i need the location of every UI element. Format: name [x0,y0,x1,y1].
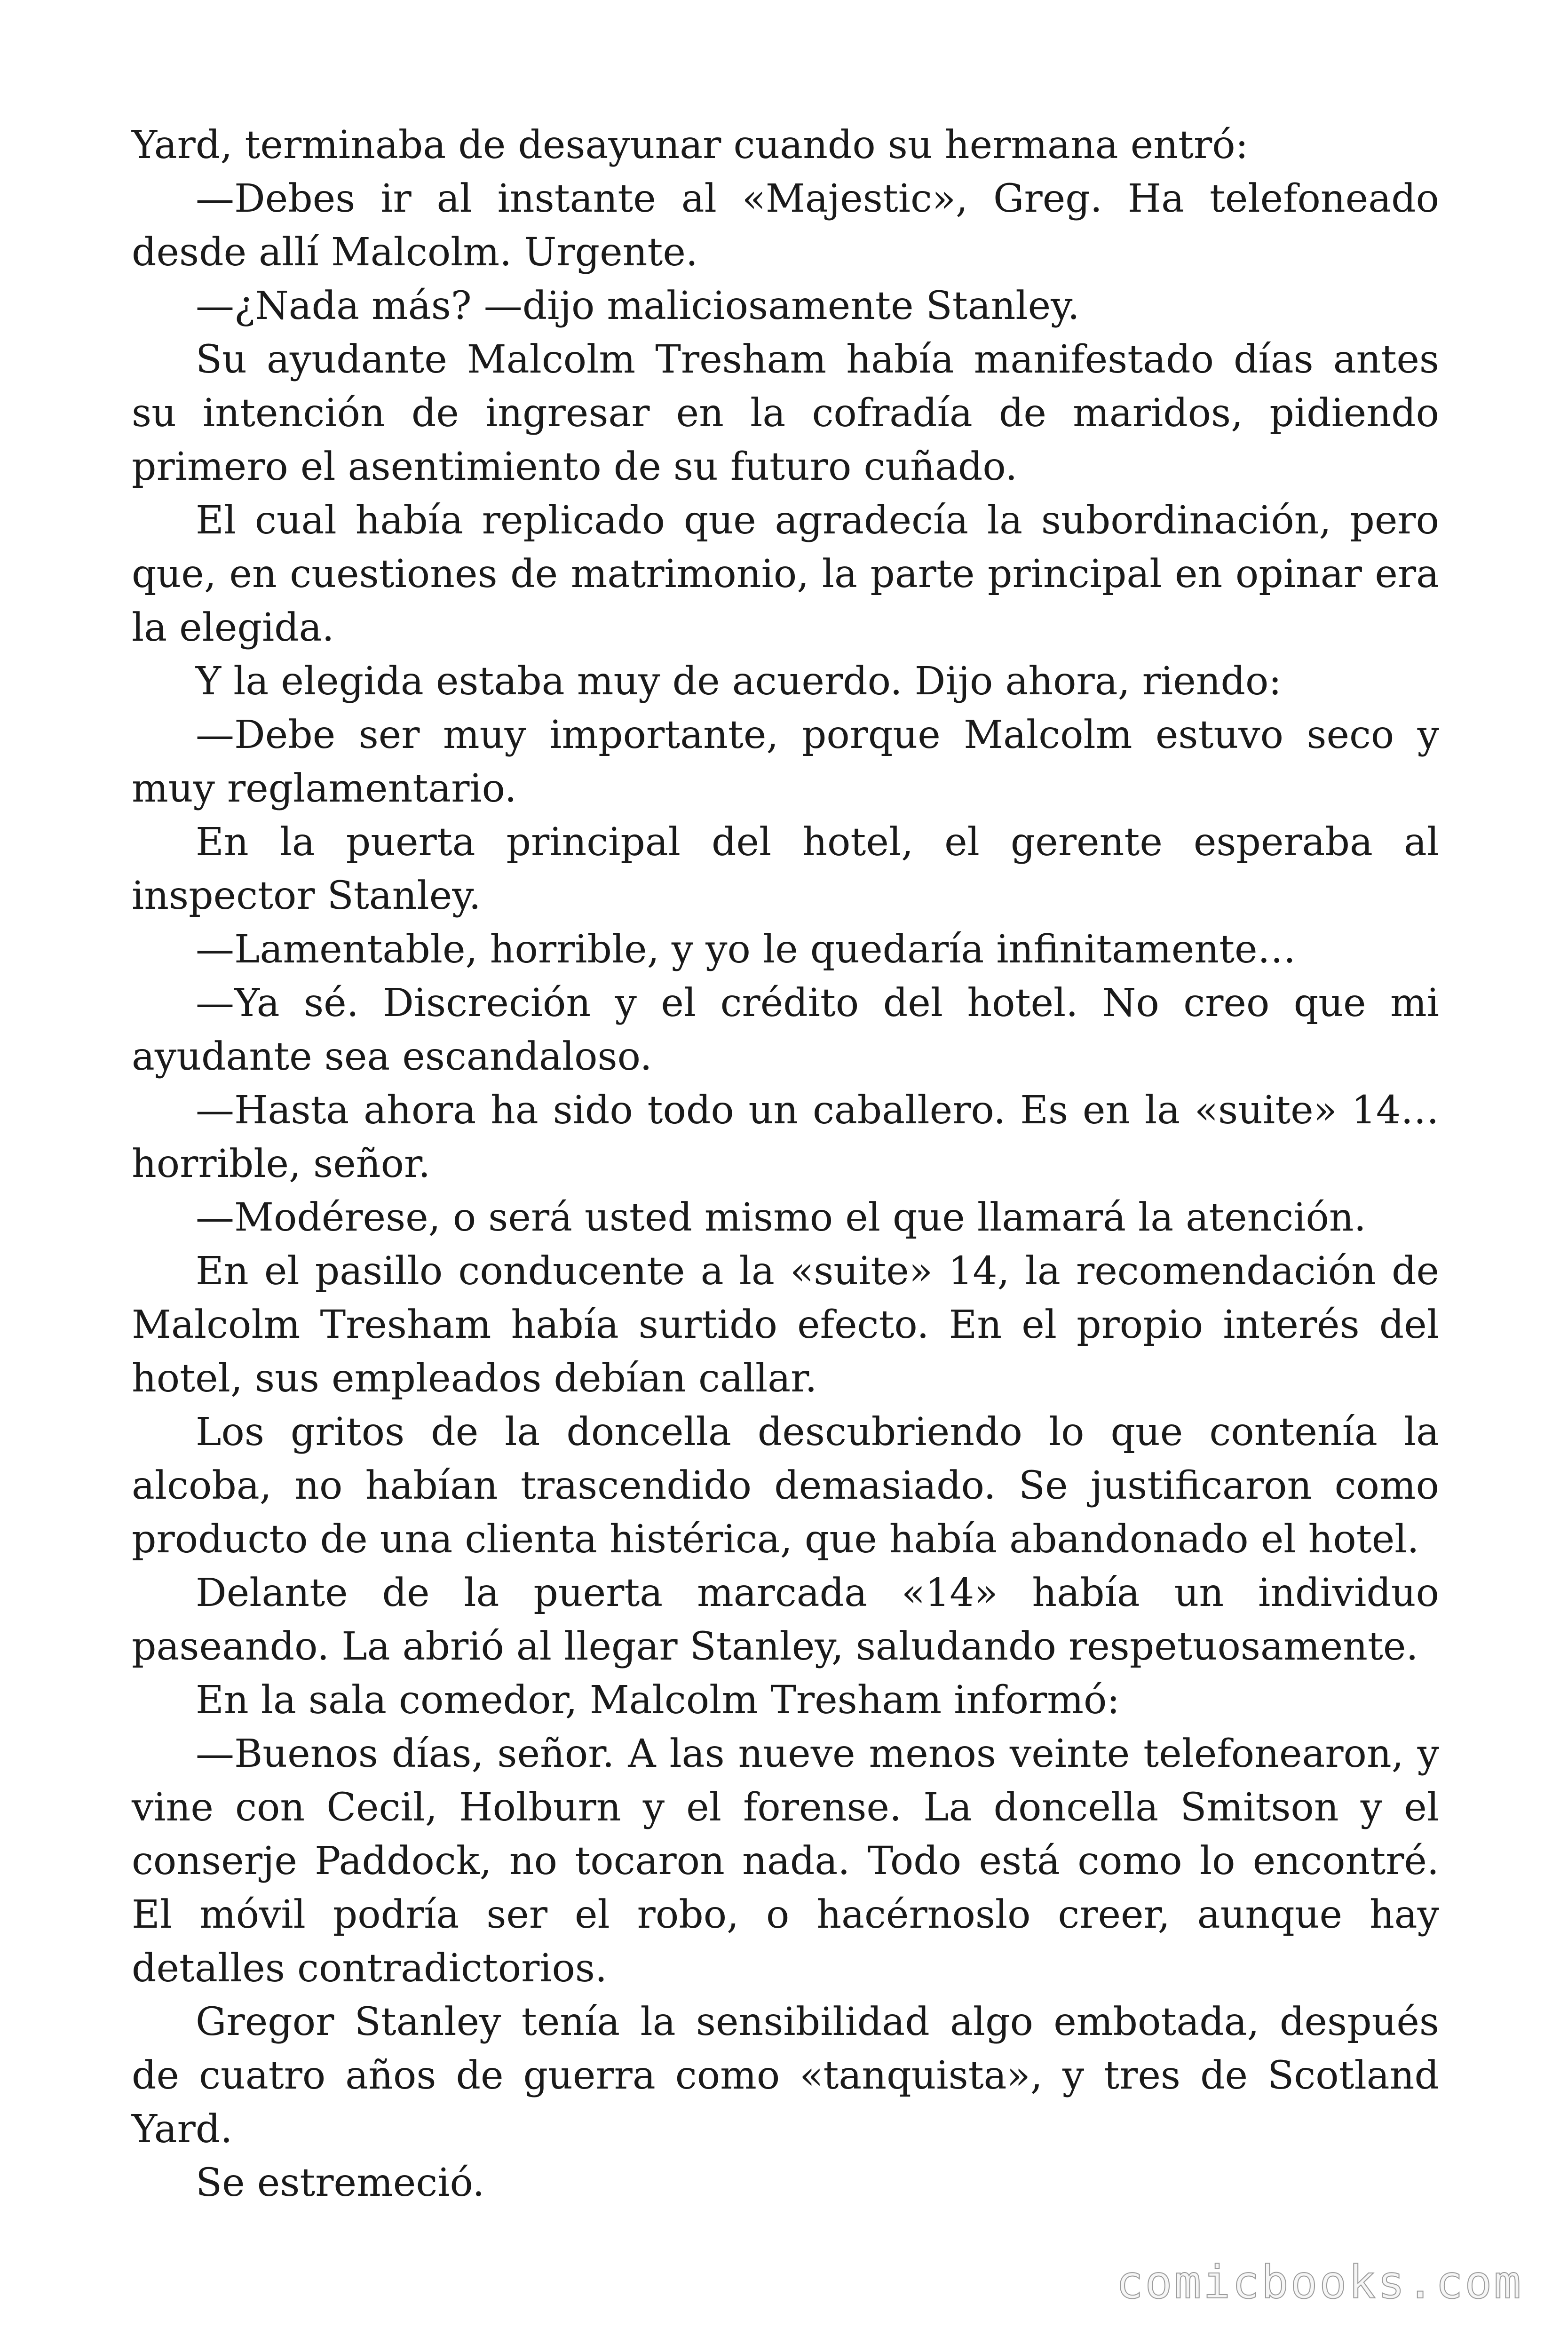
paragraph-5: El cual había replicado que agradecía la subordinación, pero que, en cuestiones de matrimonio, la parte principal en opinar era la elegida. [132,498,1439,650]
paragraph-13: En el pasillo conducente a la «suite» 14, la recomendación de Malcolm Tresham había surtido efecto. En el propio interés del hotel, sus empleados debían callar. [132,1249,1439,1401]
paragraph-3: —¿Nada más? —dijo maliciosamente Stanley. [196,284,1080,328]
paragraph-12: —Modérese, o será usted mismo el que llamará la atención. [196,1195,1366,1240]
paragraph-1: Yard, terminaba de desayunar cuando su hermana entró: [132,123,1249,167]
paragraph-11: —Hasta ahora ha sido todo un caballero. Es en la «suite» 14… horrible, señor. [132,1088,1439,1186]
watermark-logo: comicbooks.com [1116,2256,1523,2309]
paragraph-15: Delante de la puerta marcada «14» había un individuo paseando. La abrió al llegar Stanley, saludando respetuosamente. [132,1571,1439,1669]
paragraph-4: Su ayudante Malcolm Tresham había manifestado días antes su intención de ingresar en la cofradía de maridos, pidiendo primero el asentimiento de su futuro cuñado. [132,337,1439,489]
paragraph-19: Se estremeció. [196,2161,485,2205]
paragraph-8: En la puerta principal del hotel, el gerente esperaba al inspector Stanley. [132,820,1439,918]
paragraph-14: Los gritos de la doncella descubriendo lo que contenía la alcoba, no habían trascendido demasiado. Se justificaron como producto de una clienta histérica, que había abandonado el hotel. [132,1410,1439,1562]
paragraph-10: —Ya sé. Discreción y el crédito del hotel. No creo que mi ayudante sea escandaloso. [132,981,1439,1079]
paragraph-9: —Lamentable, horrible, y yo le quedaría infinitamente… [196,927,1296,972]
paragraph-2: —Debes ir al instante al «Majestic», Greg. Ha telefoneado desde allí Malcolm. Urgente. [132,176,1439,275]
paragraph-18: Gregor Stanley tenía la sensibilidad algo embotada, después de cuatro años de guerra como «tanquista», y tres de Scotland Yard. [132,2000,1439,2152]
paragraph-17: —Buenos días, señor. A las nueve menos veinte telefonearon, y vine con Cecil, Holburn y el forense. La doncella Smitson y el conserje Paddock, no tocaron nada. Todo está como lo encontré. El móvil podría ser el robo, o hacérnoslo creer, aunque hay detalles contradictorios. [132,1732,1439,1991]
paragraph-6: Y la elegida estaba muy de acuerdo. Dijo ahora, riendo: [196,659,1282,704]
page-body [132,119,1439,2210]
paragraph-16: En la sala comedor, Malcolm Tresham informó: [196,1678,1120,1723]
paragraph-7: —Debe ser muy importante, porque Malcolm estuvo seco y muy reglamentario. [132,713,1439,811]
